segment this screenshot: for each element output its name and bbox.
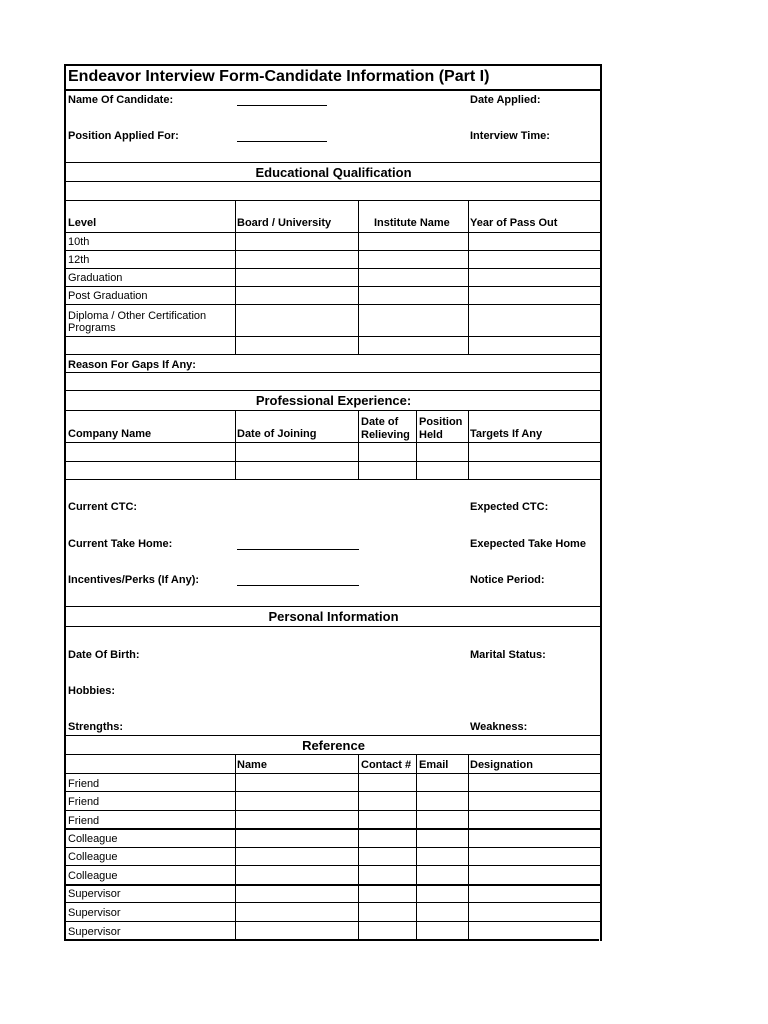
ref-row-friend: Friend xyxy=(68,815,100,827)
edu-col-divider xyxy=(358,200,359,354)
hobbies-label: Hobbies: xyxy=(68,685,116,697)
name-of-candidate-label: Name Of Candidate: xyxy=(68,94,174,106)
exp-row-line xyxy=(66,442,601,443)
exp-col-position: Position Held xyxy=(419,416,463,441)
ref-row-line xyxy=(66,847,601,848)
edu-header-bottom xyxy=(66,181,601,182)
exp-col-divider xyxy=(358,410,359,479)
ref-row-supervisor: Supervisor xyxy=(68,907,121,919)
edu-row-graduation: Graduation xyxy=(68,272,123,284)
ref-table-top xyxy=(66,754,601,755)
ref-row-line xyxy=(66,902,601,903)
ref-row-line xyxy=(66,773,601,774)
education-heading: Educational Qualification xyxy=(255,165,412,180)
incentives-field[interactable] xyxy=(237,585,359,586)
weakness-label: Weakness: xyxy=(470,721,528,733)
incentives-label: Incentives/Perks (If Any): xyxy=(68,574,200,586)
edu-row-line xyxy=(66,286,601,287)
ref-row-colleague: Colleague xyxy=(68,833,118,845)
exp-col-targets: Targets If Any xyxy=(470,428,543,440)
notice-period-label: Notice Period: xyxy=(470,574,545,586)
ref-col-divider xyxy=(358,754,359,941)
title-top-border xyxy=(66,64,601,66)
edu-header-top xyxy=(66,162,601,163)
ref-col-name: Name xyxy=(237,759,267,771)
form-title: Endeavor Interview Form-Candidate Information (Part I) xyxy=(68,68,490,85)
edu-row-10th: 10th xyxy=(68,236,90,248)
ref-col-divider xyxy=(235,754,236,941)
current-ctc-label: Current CTC: xyxy=(68,501,138,513)
exp-header-top xyxy=(66,390,601,391)
edu-row-post-graduation: Post Graduation xyxy=(68,290,148,302)
expected-ctc-label: Expected CTC: xyxy=(470,501,549,513)
personal-heading: Personal Information xyxy=(268,609,399,624)
edu-col-institute: Institute Name xyxy=(374,217,450,229)
position-applied-label: Position Applied For: xyxy=(68,130,179,142)
experience-heading: Professional Experience: xyxy=(255,393,412,408)
edu-row-line xyxy=(66,232,601,233)
exp-col-company: Company Name xyxy=(68,428,152,440)
ref-row-line xyxy=(66,865,601,866)
interview-form xyxy=(64,64,599,941)
edu-row-line xyxy=(66,268,601,269)
position-applied-field[interactable] xyxy=(237,141,327,142)
edu-table-bottom xyxy=(66,354,601,355)
ref-col-divider xyxy=(468,754,469,941)
personal-header-bottom xyxy=(66,626,601,627)
strengths-label: Strengths: xyxy=(68,721,123,733)
ref-header-top xyxy=(66,735,601,736)
ref-group-line xyxy=(66,828,601,830)
edu-row-12th: 12th xyxy=(68,254,90,266)
ref-col-divider xyxy=(416,754,417,941)
exp-col-joining: Date of Joining xyxy=(237,428,317,440)
exp-col-relieving: Date of Relieving xyxy=(361,416,410,441)
sheet-right-border xyxy=(600,64,602,941)
name-of-candidate-field[interactable] xyxy=(237,105,327,106)
marital-status-label: Marital Status: xyxy=(470,649,546,661)
gaps-line xyxy=(66,372,601,373)
ref-col-designation: Designation xyxy=(470,759,533,771)
ref-row-colleague: Colleague xyxy=(68,870,118,882)
exp-table-top xyxy=(66,410,601,411)
ref-row-line xyxy=(66,810,601,811)
exp-row-line xyxy=(66,461,601,462)
expected-take-home-label: Exepected Take Home xyxy=(470,538,586,550)
title-bottom-border xyxy=(66,89,601,91)
edu-col-divider xyxy=(468,200,469,354)
edu-row-line xyxy=(66,250,601,251)
ref-row-friend: Friend xyxy=(68,796,100,808)
edu-col-board: Board / University xyxy=(237,217,332,229)
date-applied-label: Date Applied: xyxy=(470,94,541,106)
dob-label: Date Of Birth: xyxy=(68,649,140,661)
edu-col-year: Year of Pass Out xyxy=(470,217,558,229)
reference-heading: Reference xyxy=(302,738,365,753)
personal-header-top xyxy=(66,606,601,607)
edu-row-diploma: Diploma / Other Certification Programs xyxy=(68,310,207,334)
interview-time-label: Interview Time: xyxy=(470,130,550,142)
ref-row-colleague: Colleague xyxy=(68,851,118,863)
current-take-home-field[interactable] xyxy=(237,549,359,550)
ref-row-supervisor: Supervisor xyxy=(68,888,121,900)
current-take-home-label: Current Take Home: xyxy=(68,538,173,550)
edu-row-line xyxy=(66,304,601,305)
edu-col-level: Level xyxy=(68,217,97,229)
ref-group-line xyxy=(66,884,601,886)
edu-row-line xyxy=(66,336,601,337)
exp-col-divider xyxy=(235,410,236,479)
ref-row-line xyxy=(66,791,601,792)
edu-table-top xyxy=(66,200,601,201)
ref-col-contact: Contact # xyxy=(361,759,412,771)
reason-for-gaps-label: Reason For Gaps If Any: xyxy=(68,359,196,371)
ref-row-line xyxy=(66,921,601,922)
edu-col-divider xyxy=(235,200,236,354)
ref-col-email: Email xyxy=(419,759,449,771)
exp-table-bottom xyxy=(66,479,601,480)
ref-row-supervisor: Supervisor xyxy=(68,926,121,938)
ref-row-friend: Friend xyxy=(68,778,100,790)
exp-col-divider xyxy=(416,410,417,479)
exp-col-divider xyxy=(468,410,469,479)
